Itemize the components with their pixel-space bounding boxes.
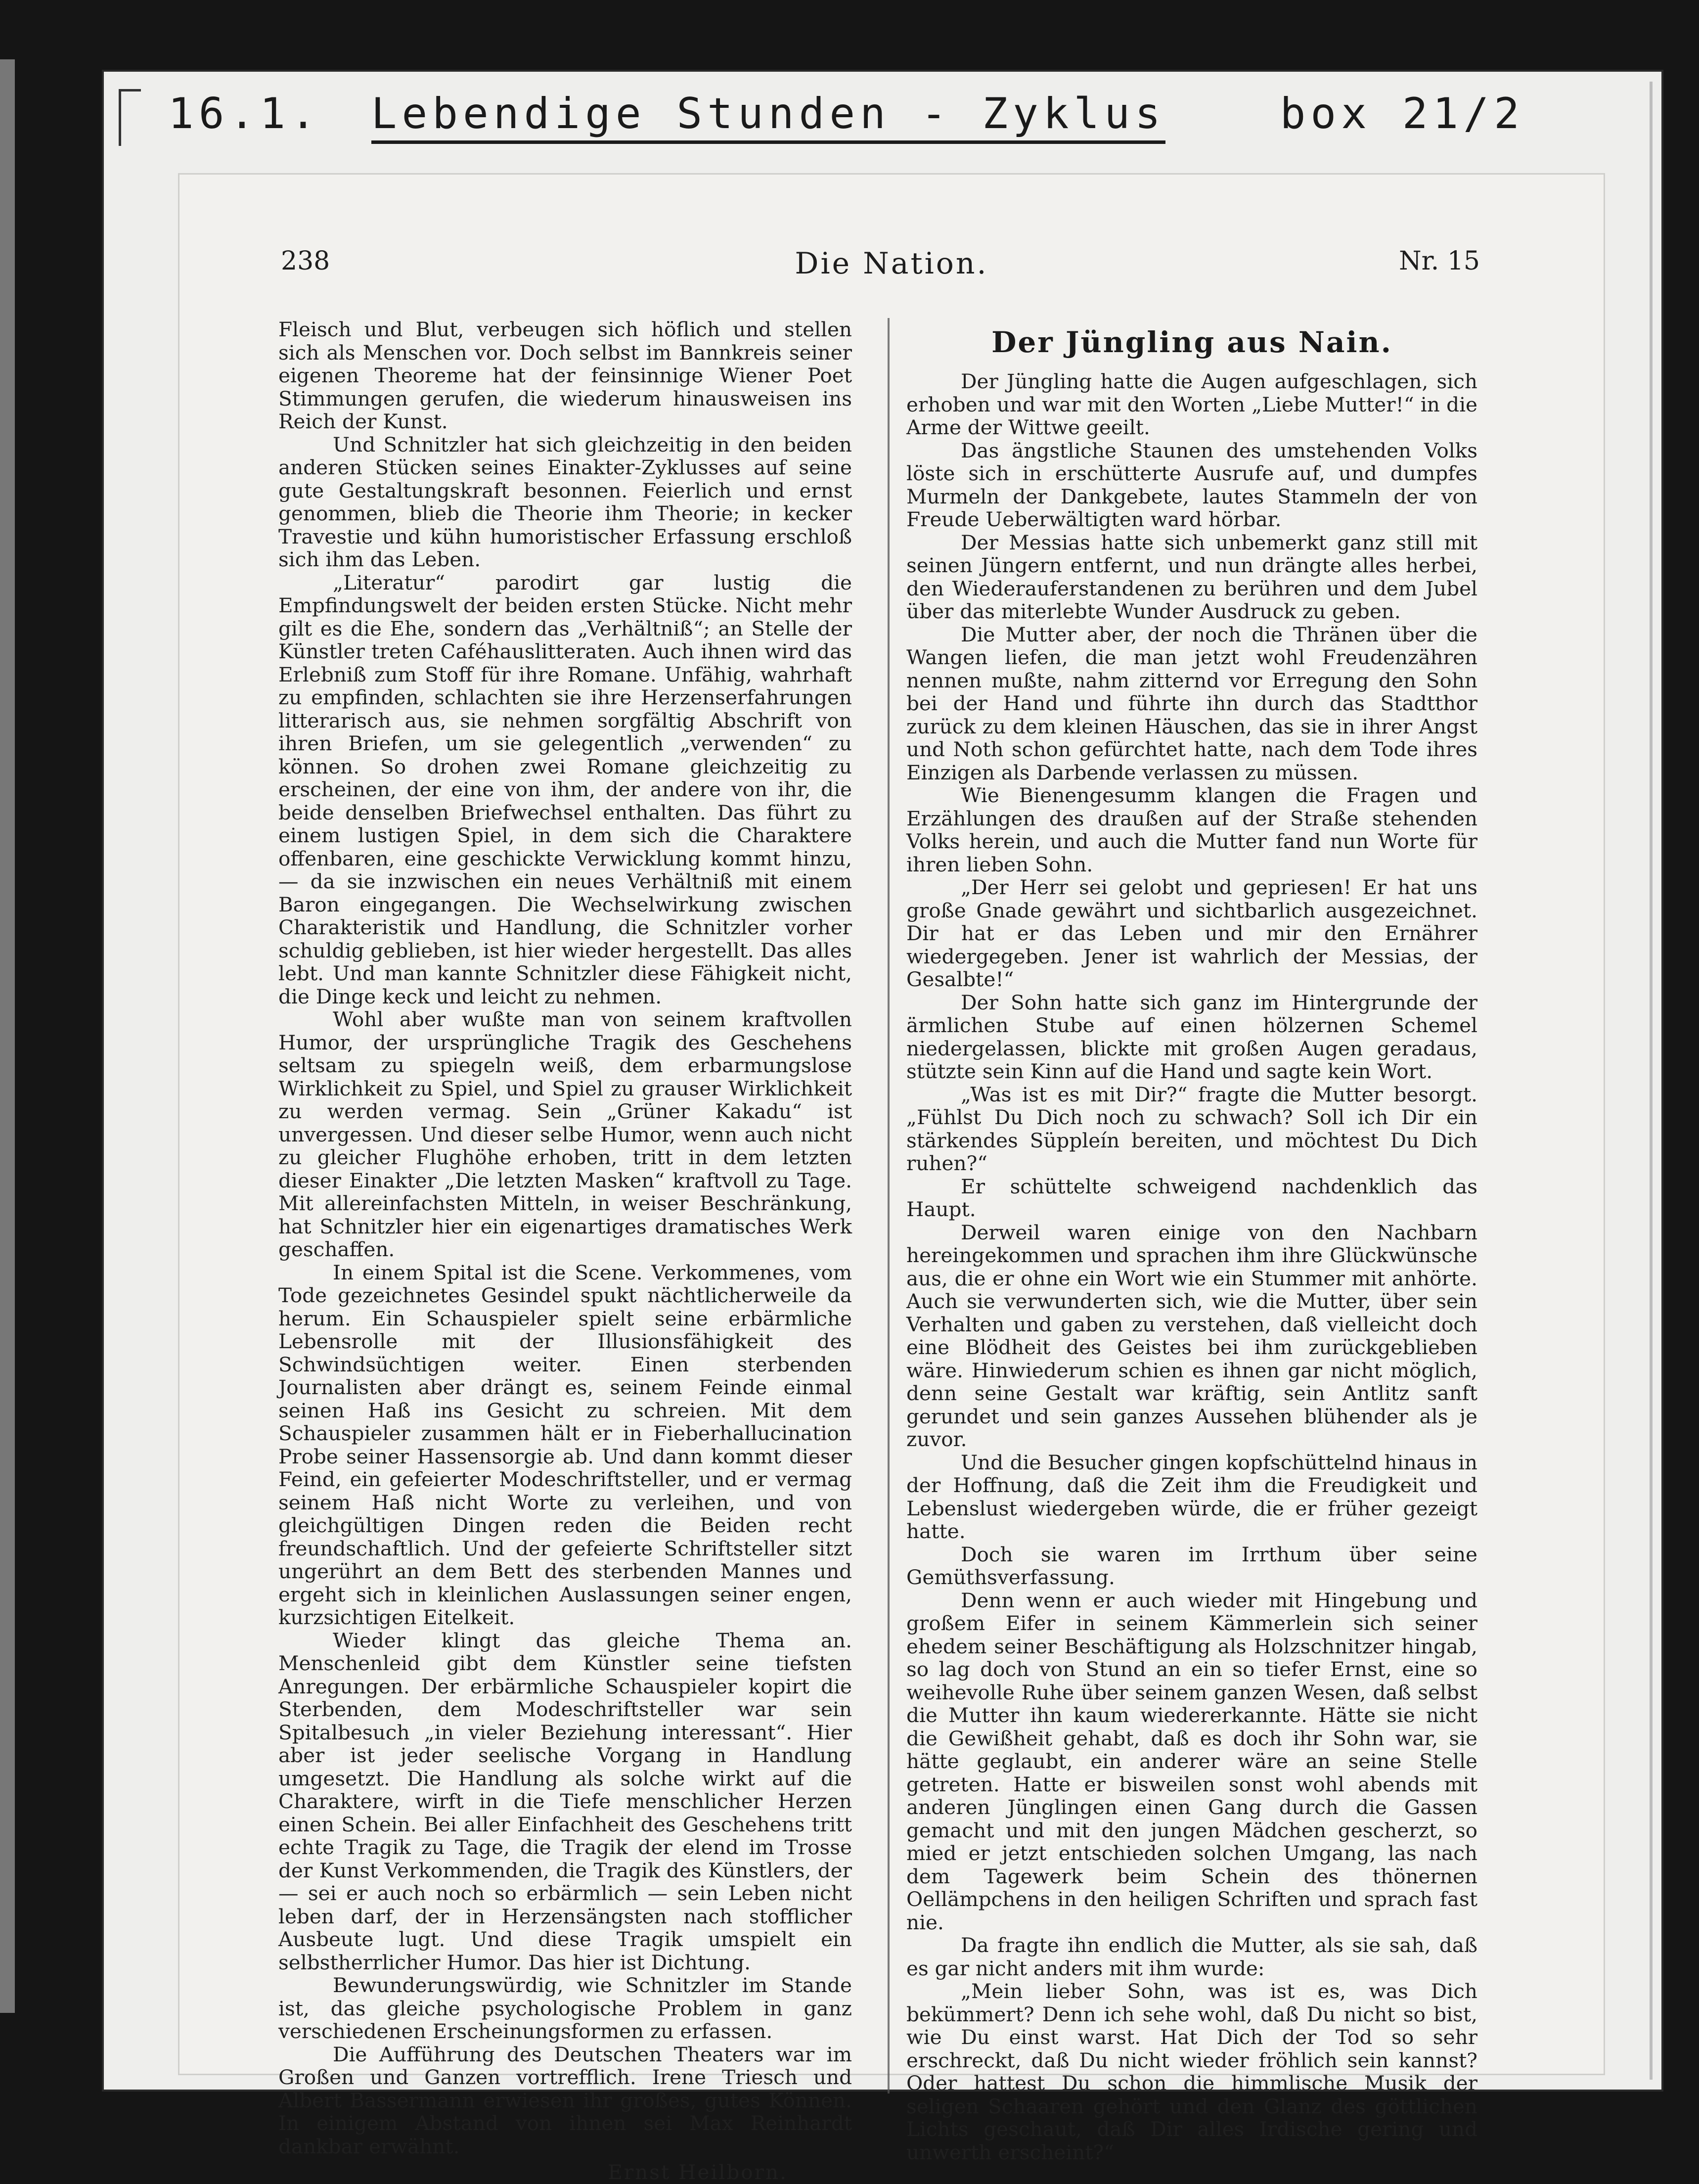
- adjacent-film-frame: [0, 59, 15, 2013]
- paragraph: „Literatur“ parodirt gar lustig die Empfindungswelt der beiden ersten Stücke. Nicht mehr gilt es die Ehe, sondern das „Verhältniß“; an Stelle der Künstler treten Caféhauslitteraten. Auch ihnen wird das Erlebniß zum Stoff für ihre Romane. Unfähig, wahrhaft zu empfinden, schlachten sie ihre Herzenserfahrungen litterarisch aus, sie nehmen sorgfältig Abschrift von ihren Briefen, um sie gelegentlich „verwenden“ zu können. So drohen zwei Romane gleichzeitig zu erscheinen, der eine von ihm, der andere von ihr, die beide denselben Briefwechsel enthalten. Das führt zu einem lustigen Spiel, in dem sich die Charaktere offenbaren, eine geschickte Verwicklung kommt hinzu, — da sie inzwischen ein neues Verhältniß mit einem Baron eingegangen. Die Wechselwirkung zwischen Charakteristik und Handlung, die Schnitzler vorher schuldig geblieben, ist hier wieder hergestellt. Das alles lebt. Und man kannte Schnitzler diese Fähigkeit nicht, die Dinge keck und leicht zu nehmen.: [278, 570, 852, 1008]
- paragraph: Und Schnitzler hat sich gleichzeitig in den beiden anderen Stücken seines Einakter-Zyklusses auf seine gute Gestaltungskraft besonnen. Feierlich und ernst genommen, blieb die Theorie ihm Theorie; in kecker Travestie und kühn humoristischer Erfassung erschloß sich ihm das Leben.: [278, 432, 852, 571]
- column-divider: [888, 318, 890, 2093]
- paragraph: Die Aufführung des Deutschen Theaters war im Großen und Ganzen vortrefflich. Irene Triesch und Albert Bassermann erwiesen ihr großes, gutes Können. In einigem Abstand von ihnen sei Max Reinhardt dankbar erwähnt.: [278, 2042, 852, 2158]
- catalog-number: 16.1.: [168, 89, 321, 138]
- paper-title: Die Nation.: [795, 246, 988, 281]
- paragraph: Das ängstliche Staunen des umstehenden Volks löste sich in erschütterte Ausrufe auf, und dumpfes Murmeln der Dankgebete, lautes Stammeln der von Freude Ueberwältigten ward hörbar.: [906, 438, 1477, 531]
- paragraph: Doch sie waren im Irrthum über seine Gemüthsverfassung.: [906, 1542, 1477, 1589]
- paragraph: Derweil waren einige von den Nachbarn hereingekommen und sprachen ihm ihre Glückwünsche aus, die er ohne ein Wort wie ein Stummer mit anhörte. Auch sie verwunderten sich, wie die Mutter, über sein Verhalten und gaben zu verstehen, daß vielleicht doch eine Blödheit des Geistes bei ihm zurückgeblieben wäre. Hinwiederum schien es ihnen gar nicht möglich, denn seine Gestalt war kräftig, sein Antlitz sanft gerundet und sein ganzes Aussehen blühender als je zuvor.: [906, 1220, 1477, 1451]
- box-label: box 21/2: [1280, 89, 1524, 138]
- paragraph: Wie Bienengesumm klangen die Fragen und Erzählungen des draußen auf der Straße stehenden Volks herein, und auch die Mutter fand nun Worte für ihren lieben Sohn.: [906, 783, 1477, 876]
- newspaper-page: [178, 173, 1605, 2184]
- left-column: [278, 318, 852, 2184]
- paragraph: Bewunderungswürdig, wie Schnitzler im Stande ist, das gleiche psychologische Problem in ganz verschiedenen Erscheinungsformen zu erfassen.: [278, 1973, 852, 2043]
- archive-title: Lebendige Stunden - Zyklus: [371, 89, 1165, 144]
- archive-sheet: [104, 72, 1661, 2184]
- paragraph: „Was ist es mit Dir?“ fragte die Mutter besorgt. „Fühlst Du Dich noch zu schwach? Soll ich Dir ein stärkendes Süppleín bereiten, und möchtest Du Dich ruhen?“: [906, 1082, 1477, 1175]
- paragraph: Der Messias hatte sich unbemerkt ganz still mit seinen Jüngern entfernt, und nun drängte alles herbei, den Wiederauferstandenen zu berühren und dem Jubel über das miterlebte Wunder Ausdruck zu geben.: [906, 530, 1477, 623]
- right-column: [906, 370, 1477, 2164]
- paragraph: „Der Herr sei gelobt und gepriesen! Er hat uns große Gnade gewährt und sichtbarlich ausgezeichnet. Dir hat er das Leben und mir den Ernährer wiedergegeben. Jener ist wahrlich der Messias, der Gesalbte!“: [906, 875, 1477, 991]
- paragraph: „Mein lieber Sohn, was ist es, was Dich bekümmert? Denn ich sehe wohl, daß Du nicht so bist, wie Du einst warst. Hat Dich der Tod so sehr erschreckt, daß Du nicht wieder fröhlich sein kannst? Oder hattest Du schon die himmlische Musik der seligen Schaaren gehört und den Glanz des göttlichen Lichts geschaut, daß Dir alles Irdische gering und unwerth erscheint?“: [906, 1979, 1477, 2164]
- author-signature: Ernst Heilborn.: [608, 2160, 788, 2184]
- paragraph: Denn wenn er auch wieder mit Hingebung und großem Eifer in seinem Kämmerlein sich seiner ehedem seiner Beschäftigung als Holzschnitzer hingab, so lag doch von Stund an ein so tiefer Ernst, eine so weihevolle Ruhe über seinem ganzen Wesen, daß selbst die Mutter ihn kaum wiedererkannte. Hätte sie nicht die Gewißheit gehabt, daß es doch ihr Sohn war, sie hätte geglaubt, ein anderer wäre an seine Stelle getreten. Hatte er bisweilen sonst wohl abends mit anderen Jünglingen einen Gang durch die Gassen gemacht und mit den jungen Mädchen gescherzt, so mied er jetzt entschieden solchen Umgang, las nach dem Tagewerk beim Schein des thönernen Oellämpchens in den heiligen Schriften und sprach fast nie.: [906, 1588, 1477, 1934]
- sheet-edge: [1650, 82, 1653, 2080]
- story-title: Der Jüngling aus Nain.: [991, 325, 1392, 359]
- paragraph: Der Jüngling hatte die Augen aufgeschlagen, sich erhoben und war mit den Worten „Liebe Mutter!“ in die Arme der Wittwe geeilt.: [906, 369, 1477, 439]
- archive-header: [168, 89, 1524, 144]
- corner-mark: [119, 89, 141, 146]
- paragraph: Wieder klingt das gleiche Thema an. Menschenleid gibt dem Künstler seine tiefsten Anregungen. Der erbärmliche Schauspieler kopirt die Sterbenden, dem Modeschriftsteller war sein Spitalbesuch „in vieler Beziehung interessant“. Hier aber ist jeder seelische Vorgang in Handlung umgesetzt. Die Handlung als solche wirkt auf die Charaktere, wirft in die Tiefe menschlicher Herzen einen Schein. Bei aller Einfachheit des Geschehens tritt echte Tragik zu Tage, die Tragik der elend im Trosse der Kunst Verkommenden, die Tragik des Künstlers, der — sei er auch noch so erbärmlich — sein Leben nicht leben darf, der in Herzensängsten nach stofflicher Ausbeute lugt. Und diese Tragik umspielt ein selbstherrlicher Humor. Das hier ist Dichtung.: [278, 1628, 852, 1974]
- paragraph: In einem Spital ist die Scene. Verkommenes, vom Tode gezeichnetes Gesindel spukt nächtlicherweile da herum. Ein Schauspieler spielt seine erbärmliche Lebensrolle mit der Illusionsfähigkeit des Schwindsüchtigen weiter. Einen sterbenden Journalisten aber drängt es, seinem Feinde einmal seinen Haß ins Gesicht zu schreien. Mit dem Schauspieler zusammen hält er in Fieberhallucination Probe seiner Hassensorgie ab. Und dann kommt dieser Feind, ein gefeierter Modeschriftsteller, und er vermag seinem Haß nicht Worte zu verleihen, und von gleichgültigen Dingen reden die Beiden recht freundschaftlich. Und der gefeierte Schriftsteller sitzt ungerührt an dem Bett des sterbenden Mannes und ergeht sich in kleinlichen Auslassungen seiner engen, kurzsichtigen Eitelkeit.: [278, 1260, 852, 1629]
- paragraph: Und die Besucher gingen kopfschüttelnd hinaus in der Hoffnung, daß die Zeit ihm die Freudigkeit und Lebenslust wiedergeben würde, die er früher gezeigt hatte.: [906, 1450, 1477, 1543]
- page-number: 238: [281, 246, 330, 276]
- paragraph: Er schüttelte schweigend nachdenklich das Haupt.: [906, 1174, 1477, 1221]
- issue-number: Nr. 15: [1399, 246, 1480, 276]
- paragraph: Wohl aber wußte man von seinem kraftvollen Humor, der ursprüngliche Tragik des Geschehens seltsam zu spiegeln weiß, dem erbarmungslose Wirklichkeit zu Spiel, und Spiel zu grauser Wirklichkeit zu werden vermag. Sein „Grüner Kakadu“ ist unvergessen. Und dieser selbe Humor, wenn auch nicht zu gleicher Flughöhe erhoben, tritt in dem letzten dieser Einakter „Die letzten Masken“ kraftvoll zu Tage. Mit allereinfachsten Mitteln, in weiser Beschränkung, hat Schnitzler hier ein eigenartiges dramatisches Werk geschaffen.: [278, 1007, 852, 1261]
- paragraph: Der Sohn hatte sich ganz im Hintergrunde der ärmlichen Stube auf einen hölzernen Schemel niedergelassen, blickte mit großen Augen geradaus, stützte sein Kinn auf die Hand und sagte kein Wort.: [906, 990, 1477, 1083]
- paragraph: Fleisch und Blut, verbeugen sich höflich und stellen sich als Menschen vor. Doch selbst im Bannkreis seiner eigenen Theoreme hat der feinsinnige Wiener Poet Stimmungen gerufen, die wiederum hinausweisen ins Reich der Kunst.: [278, 318, 852, 433]
- paragraph: Die Mutter aber, der noch die Thränen über die Wangen liefen, die man jetzt wohl Freudenzähren nennen mußte, nahm zitternd vor Erregung den Sohn bei der Hand und führte ihn durch das Stadtthor zurück zu dem kleinen Häuschen, das sie in ihrer Angst und Noth schon gefürchtet hatte, nach dem Tode ihres Einzigen als Darbende verlassen zu müssen.: [906, 622, 1477, 784]
- masthead: [179, 246, 1604, 281]
- paragraph: Da fragte ihn endlich die Mutter, als sie sah, daß es gar nicht anders mit ihm wurde:: [906, 1933, 1477, 1980]
